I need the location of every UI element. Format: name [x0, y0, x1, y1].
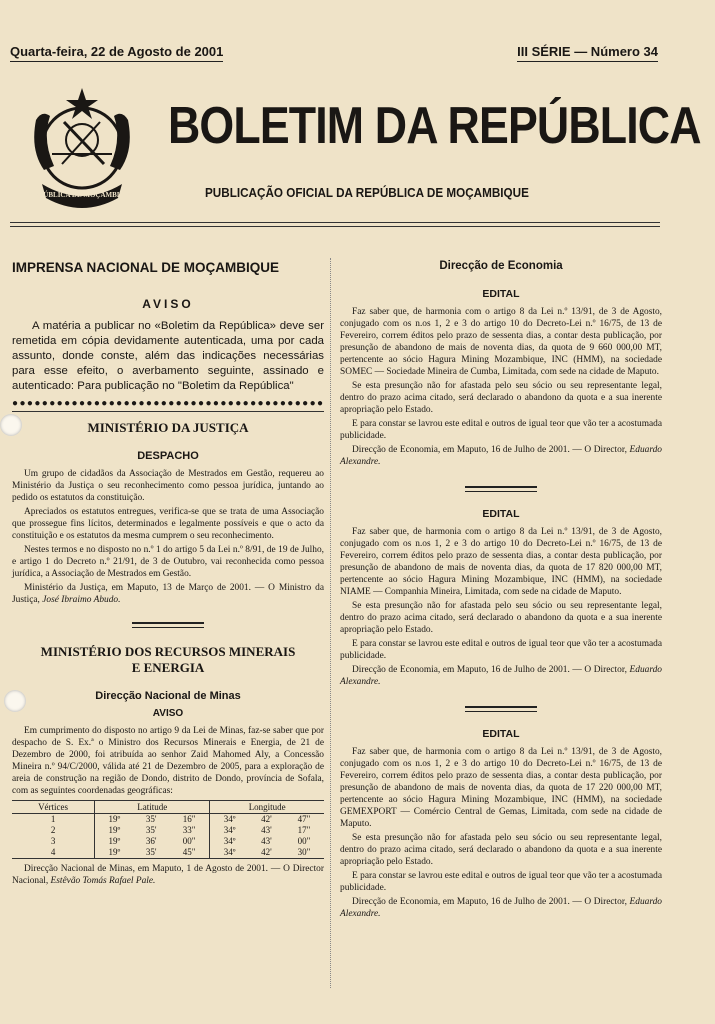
- signer-name: José Ibraimo Abudo.: [42, 595, 121, 605]
- aviso-text: A matéria a publicar no «Boletim da República» deve ser remetida em cópia devidamente autenticada, uma por cada assunto, donde conste, além das indicações necessárias para esse efeito, o averbamento seguinte, assinado e autenticado: Para publicação no "Boletim da República": [12, 320, 324, 392]
- dotted-separator: ●●●●●●●●●●●●●●●●●●●●●●●●●●●●●●●●●●●●●●●●●●: [12, 398, 324, 409]
- ministry-justice-heading: MINISTÉRIO DA JUSTIÇA: [87, 420, 249, 435]
- imprensa-heading: IMPRENSA NACIONAL DE MOÇAMBIQUE: [12, 260, 280, 275]
- signer-name: Eduardo Alexandre.: [340, 897, 662, 919]
- edital-paragraph: Se esta presunção não for afastada pelo seu sócio ou seu representante legal, dentro do prazo acima citado, será declarado o abandono da quota e a sua inerente apropriação pelo Estado.: [340, 833, 662, 867]
- despacho-paragraph: Um grupo de cidadãos da Associação de Mestrados em Gestão, requereu ao Ministério da Justiça o seu reconhecimento como pessoa jurídica, juntando ao pedido os estatutos da constituição.: [12, 469, 324, 503]
- edital-closing: Direcção de Economia, em Maputo, 16 de Julho de 2001. — O Director, Eduardo Alexandre.: [340, 445, 662, 467]
- aviso-heading: AVISO: [142, 297, 194, 311]
- direction-economia-heading: Direcção de Economia: [439, 260, 563, 272]
- despacho-paragraph: Nestes termos e no disposto no n.º 1 do artigo 5 da Lei n.º 8/91, de 19 de Julho, e artigo 1 do Decreto n.º 21/91, de 3 de Outubro, vai reconhecida como pessoa jurídica, a Associação de Mestrados em Gestão.: [12, 545, 324, 579]
- edital-closing: Direcção de Economia, em Maputo, 16 de Julho de 2001. — O Director, Eduardo Alexandre.: [340, 897, 662, 919]
- edital-paragraph: E para constar se lavrou este edital e outros de igual teor que vão ter a acostumada publicidade.: [340, 639, 662, 661]
- table-row: 4 19º 35' 45" 34º 42' 30": [12, 847, 324, 859]
- edital-paragraph: Faz saber que, de harmonia com o artigo 8 da Lei n.º 13/91, de 3 de Agosto, conjugado com os n.os 1, 2 e 3 do artigo 10 do Decreto-Lei n.º 16/75, de 13 de Fevereiro, correm éditos pelo prazo de sessenta dias, a contar desta publicação, por presunção de abandono de mais de noventa dias, da quota de 17 220 000,00 MT, pertencente ao sócio Hagura Mining Mozambique, INC (HMM), na sociedade GEMEXPORT — Comércio Central de Gemas, Limitada, com sede na cidade de Maputo.: [340, 747, 662, 829]
- table-header-latitude: Latitude: [95, 801, 210, 814]
- direction-minas-heading: Direcção Nacional de Minas: [95, 690, 241, 702]
- edital-paragraph: Faz saber que, de harmonia com o artigo 8 da Lei n.º 13/91, de 3 de Agosto, conjugado com os n.os 1, 2 e 3 do artigo 10 do Decreto-Lei n.º 16/75, de 13 de Fevereiro, correm éditos pelo prazo de sessenta dias, a contar desta publicação, por presunção de abandono de mais de noventa dias, da quota de 9 660 000,00 MT, pertencente ao sócio Hagura Mining Mozambique, INC (HMM), na sociedade SOMEC — Sociedade Mineira de Cumba, Limitada, com sede na cidade de Maputo.: [340, 307, 662, 377]
- ministry-minerals-heading: MINISTÉRIO DOS RECURSOS MINERAIS E ENERGIA: [40, 644, 296, 675]
- despacho-closing: Ministério da Justiça, em Maputo, 13 de Março de 2001. — O Ministro da Justiça, José Ibraimo Abudo.: [12, 583, 324, 605]
- left-column: [12, 260, 324, 889]
- coordinates-table: [12, 800, 324, 859]
- despacho-heading: DESPACHO: [137, 450, 199, 462]
- table-row: 2 19º 35' 33" 34º 43' 17": [50, 825, 311, 835]
- table-header-vertices: Vértices: [12, 801, 95, 814]
- national-emblem-icon: [12, 80, 152, 220]
- signer-name: Eduardo Alexandre.: [340, 445, 662, 467]
- edital-closing: Direcção de Economia, em Maputo, 16 de Julho de 2001. — O Director, Eduardo Alexandre.: [340, 665, 662, 687]
- issue-date: Quarta-feira, 22 de Agosto de 2001: [10, 44, 223, 62]
- edital-heading: EDITAL: [482, 288, 520, 300]
- signer-name: Eduardo Alexandre.: [340, 665, 662, 687]
- issue-series: III SÉRIE — Número 34: [517, 44, 658, 62]
- publication-subtitle: PUBLICAÇÃO OFICIAL DA REPÚBLICA DE MOÇAMBIQUE: [205, 185, 529, 200]
- minas-closing: Direcção Nacional de Minas, em Maputo, 1 de Agosto de 2001. — O Director Nacional, Estêvão Tomás Rafael Pale.: [12, 864, 324, 886]
- edital-paragraph: Se esta presunção não for afastada pelo seu sócio ou seu representante legal, dentro do prazo acima citado, será declarado o abandono da quota e a sua inerente apropriação pelo Estado.: [340, 601, 662, 635]
- table-header-longitude: Longitude: [210, 801, 324, 814]
- edital-heading: EDITAL: [482, 508, 520, 520]
- emblem-label: REPÚBLICA DE MOÇAMBIQUE: [29, 191, 135, 199]
- aviso-minas-paragraph: Em cumprimento do disposto no artigo 9 da Lei de Minas, faz-se saber que por despacho de S. Ex.ª o Ministro dos Recursos Minerais e Energia, de 21 de Dezembro de 2000, foi atribuída ao senhor Zaid Mahomed Aly, a Concessão Mineira n.º 94/C/2000, válida até 21 de Dezembro de 2005, para a exploração de areia de construção na região de Dondo, distrito de Dondo, província de Sofala, com as seguintes coordenadas geográficas:: [12, 726, 324, 796]
- edital-paragraph: Faz saber que, de harmonia com o artigo 8 da Lei n.º 13/91, de 3 de Agosto, conjugado com os n.os 1, 2 e 3 do artigo 10 do Decreto-Lei n.º 16/75, de 13 de Fevereiro, correm éditos pelo prazo de sessenta dias, a contar desta publicação, por presunção de abandono de mais de noventa dias, da quota de 17 820 000,00 MT, pertencente ao sócio Hagura Mining Mozambique, INC (HMM), na sociedade NIAME — Companhia Mineira, Limitada, com sede na cidade de Maputo.: [340, 527, 662, 597]
- despacho-paragraph: Apreciados os estatutos entregues, verifica-se que se trata de uma Associação que prossegue fins lícitos, determinados e legalmente possíveis e que o acto da constituição e os estatutos da mesma cumprem o seu reconhecimento.: [12, 507, 324, 541]
- table-row: 1 19º 35' 16" 34º 42' 47": [50, 814, 311, 824]
- header-divider-2: [10, 226, 660, 227]
- publication-title: BOLETIM DA REPÚBLICA: [168, 97, 701, 155]
- table-row: 3 19º 36' 00" 34º 43' 00": [50, 836, 311, 846]
- right-column: [340, 260, 662, 922]
- signer-name: Estêvão Tomás Rafael Pale.: [50, 876, 156, 886]
- aviso-minas-heading: AVISO: [152, 708, 184, 719]
- edital-paragraph: E para constar se lavrou este edital e outros de igual teor que vão ter a acostumada publicidade.: [340, 871, 662, 893]
- edital-paragraph: Se esta presunção não for afastada pelo seu sócio ou seu representante legal, dentro do prazo acima citado, será declarado o abandono da quota e a sua inerente apropriação pelo Estado.: [340, 381, 662, 415]
- header-divider: [10, 222, 660, 223]
- column-divider: [330, 258, 331, 988]
- edital-heading: EDITAL: [482, 728, 520, 740]
- edital-paragraph: E para constar se lavrou este edital e outros de igual teor que vão ter a acostumada publicidade.: [340, 419, 662, 441]
